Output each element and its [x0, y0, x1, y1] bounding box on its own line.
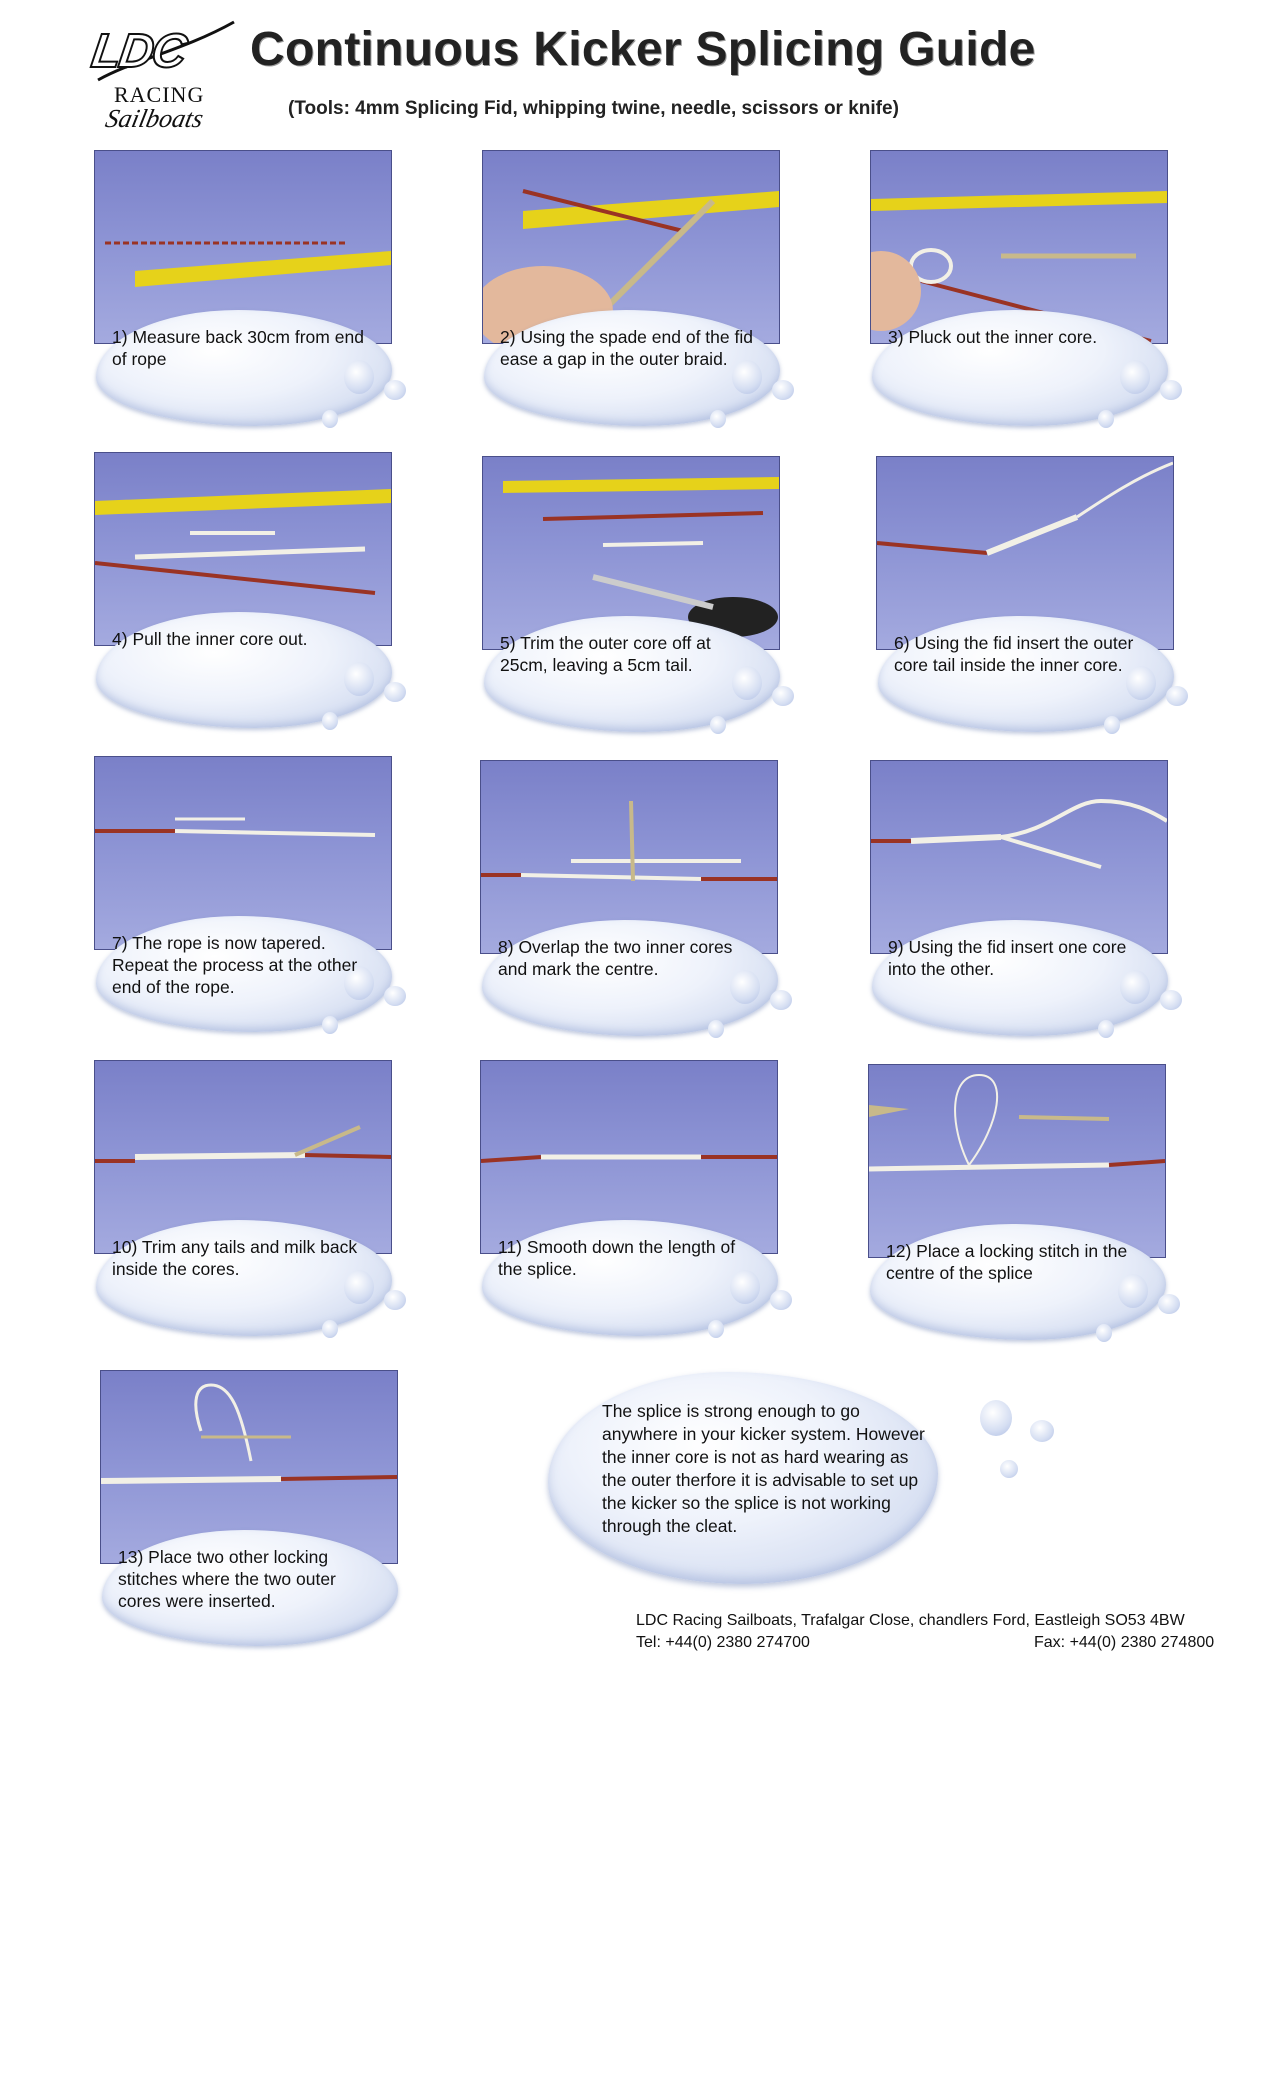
tools-note: (Tools: 4mm Splicing Fid, whipping twine, needle, scissors or knife) [288, 98, 899, 119]
logo-sailboats: Sailboats [103, 104, 206, 133]
step-card [482, 150, 782, 430]
footer-address: LDC Racing Sailboats, Trafalgar Close, chandlers Ford, Eastleigh SO53 4BW [636, 1612, 1185, 1629]
footer-fax: Fax: +44(0) 2380 274800 [1034, 1634, 1215, 1651]
step-caption: 12) Place a locking stitch in the centre of the splice [886, 1241, 1128, 1283]
step-card [94, 150, 394, 430]
step-caption: 1) Measure back 30cm from end of rope [112, 327, 364, 369]
step-caption: 5) Trim the outer core off at 25cm, leaving a 5cm tail. [500, 633, 711, 675]
step-card [876, 456, 1176, 736]
step-caption: 2) Using the spade end of the fid ease a gap in the outer braid. [500, 327, 753, 369]
water-drops [314, 642, 424, 752]
note-text: The splice is strong enough to go anywhere in your kicker system. However the inner core is not as hard wearing as the outer therfore it is advisable to set up the kicker so the splice is not working through the cleat. [602, 1401, 925, 1536]
step-caption: 8) Overlap the two inner cores and mark the centre. [498, 937, 733, 979]
logo-racing: RACING [114, 82, 205, 107]
water-drops [1090, 340, 1200, 450]
step-card [100, 1370, 400, 1650]
step-card [868, 1064, 1168, 1344]
footer-tel: Tel: +44(0) 2380 274700 [636, 1634, 810, 1651]
step-caption: 3) Pluck out the inner core. [888, 327, 1098, 347]
step-card [94, 452, 394, 732]
step-card [482, 456, 782, 736]
logo-mark: LDC [88, 25, 189, 78]
step-caption: 11) Smooth down the length of the splice. [498, 1237, 736, 1279]
step-card [480, 760, 780, 1040]
step-caption: 7) The rope is now tapered. Repeat the process at the other end of the rope. [112, 933, 358, 997]
step-card [94, 756, 394, 1036]
step-caption: 10) Trim any tails and milk back inside the cores. [112, 1237, 358, 1279]
step-caption: 4) Pull the inner core out. [112, 629, 308, 649]
page-title: Continuous Kicker Splicing Guide [250, 23, 1036, 76]
step-card [870, 150, 1170, 430]
step-caption: 6) Using the fid insert the outer core tail inside the inner core. [894, 633, 1134, 675]
step-card [480, 1060, 780, 1340]
ldc-logo [88, 20, 242, 140]
step-caption: 9) Using the fid insert one core into the other. [888, 937, 1127, 979]
step-caption: 13) Place two other locking stitches where the two outer cores were inserted. [118, 1547, 336, 1611]
water-drops [960, 1390, 1070, 1500]
step-card [94, 1060, 394, 1340]
step-card [870, 760, 1170, 1040]
